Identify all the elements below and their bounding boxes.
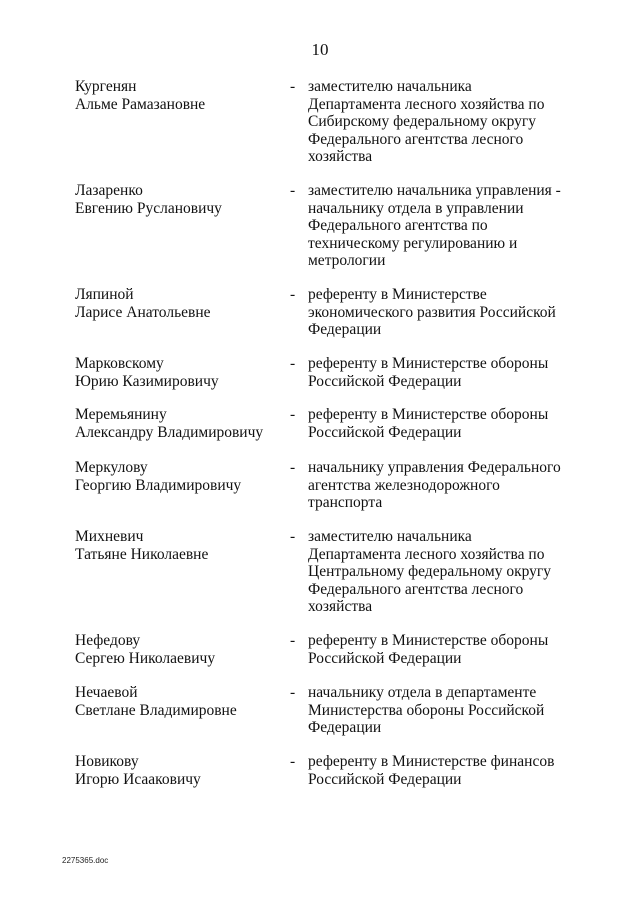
- position-line: Департамента лесного хозяйства по: [308, 95, 545, 113]
- position-line: экономического развития Российской: [308, 303, 556, 321]
- given-names: Евгению Руслановичу: [75, 199, 222, 217]
- position-line: референту в Министерстве финансов: [308, 753, 555, 770]
- position-line: транспорта: [308, 494, 383, 511]
- position-line: Российской Федерации: [308, 770, 462, 788]
- position-line: Федерации: [308, 321, 382, 338]
- surname: Михневич: [75, 528, 144, 545]
- surname: Новикову: [75, 753, 139, 770]
- surname: Меремьянину: [75, 406, 167, 423]
- given-names: Игорю Исааковичу: [75, 770, 201, 788]
- position-line: Департамента лесного хозяйства по: [308, 545, 545, 563]
- dash-separator: -: [290, 753, 296, 770]
- dash-separator: -: [290, 632, 296, 649]
- given-names: Ларисе Анатольевне: [75, 303, 211, 321]
- position-line: заместителю начальника: [308, 528, 472, 545]
- position-text: [308, 753, 580, 788]
- document-filename: 2275365.doc: [62, 856, 109, 865]
- person-name: [75, 459, 275, 494]
- position-text: [308, 182, 580, 270]
- position-line: заместителю начальника: [308, 78, 472, 95]
- dash-separator: -: [290, 286, 296, 303]
- surname: Меркулову: [75, 459, 148, 476]
- position-line: Федерального агентства лесного: [308, 580, 524, 598]
- person-name: [75, 406, 275, 441]
- person-name: [75, 684, 275, 719]
- person-name: [75, 78, 275, 113]
- position-line: хозяйства: [308, 148, 373, 165]
- position-text: [308, 286, 580, 339]
- surname: Нефедову: [75, 632, 141, 649]
- position-line: заместителю начальника управления -: [308, 182, 561, 199]
- dash-separator: -: [290, 459, 296, 476]
- surname: Марковскому: [75, 355, 164, 372]
- position-line: хозяйства: [308, 598, 373, 615]
- dash-separator: -: [290, 78, 296, 95]
- dash-separator: -: [290, 528, 296, 545]
- position-line: начальнику отдела в департаменте: [308, 684, 537, 701]
- position-line: Российской Федерации: [308, 423, 462, 441]
- position-line: референту в Министерстве обороны: [308, 406, 549, 423]
- page-number: 10: [311, 40, 329, 59]
- position-line: Федерального агентства лесного: [308, 130, 524, 148]
- position-line: Российской Федерации: [308, 649, 462, 667]
- position-text: [308, 355, 580, 390]
- given-names: Георгию Владимировичу: [75, 476, 242, 494]
- given-names: Юрию Казимировичу: [75, 372, 219, 390]
- given-names: Александру Владимировичу: [75, 423, 264, 441]
- position-line: Российской Федерации: [308, 372, 462, 390]
- dash-separator: -: [290, 684, 296, 701]
- person-name: [75, 632, 275, 667]
- surname: Кургенян: [75, 78, 137, 95]
- position-line: референту в Министерстве обороны: [308, 632, 549, 649]
- position-line: метрологии: [308, 252, 386, 269]
- position-text: [308, 406, 580, 441]
- position-line: начальнику отдела в управлении: [308, 199, 524, 217]
- dash-separator: -: [290, 355, 296, 372]
- surname: Лазаренко: [75, 182, 143, 199]
- position-line: референту в Министерстве: [308, 286, 487, 303]
- person-name: [75, 753, 275, 788]
- given-names: Светлане Владимировне: [75, 701, 237, 719]
- person-name: [75, 528, 275, 563]
- person-name: [75, 286, 275, 321]
- position-line: Сибирскому федеральному округу: [308, 113, 536, 130]
- position-line: начальнику управления Федерального: [308, 459, 561, 476]
- dash-separator: -: [290, 406, 296, 423]
- given-names: Сергею Николаевичу: [75, 649, 216, 667]
- position-line: Центральному федеральному округу: [308, 563, 552, 580]
- position-line: агентства железнодорожного: [308, 476, 500, 494]
- position-line: техническому регулированию и: [308, 234, 518, 252]
- position-text: [308, 78, 580, 166]
- given-names: Татьяне Николаевне: [75, 545, 209, 563]
- position-text: [308, 528, 580, 616]
- surname: Ляпиной: [75, 286, 134, 303]
- position-line: Федерации: [308, 719, 382, 736]
- position-text: [308, 632, 580, 667]
- person-name: [75, 182, 275, 217]
- surname: Нечаевой: [75, 684, 138, 701]
- position-text: [308, 459, 580, 512]
- position-line: Федерального агентства по: [308, 217, 488, 234]
- dash-separator: -: [290, 182, 296, 199]
- position-line: Министерства обороны Российской: [308, 701, 545, 719]
- position-text: [308, 684, 580, 737]
- given-names: Альме Рамазановне: [75, 95, 206, 113]
- position-line: референту в Министерстве обороны: [308, 355, 549, 372]
- person-name: [75, 355, 275, 390]
